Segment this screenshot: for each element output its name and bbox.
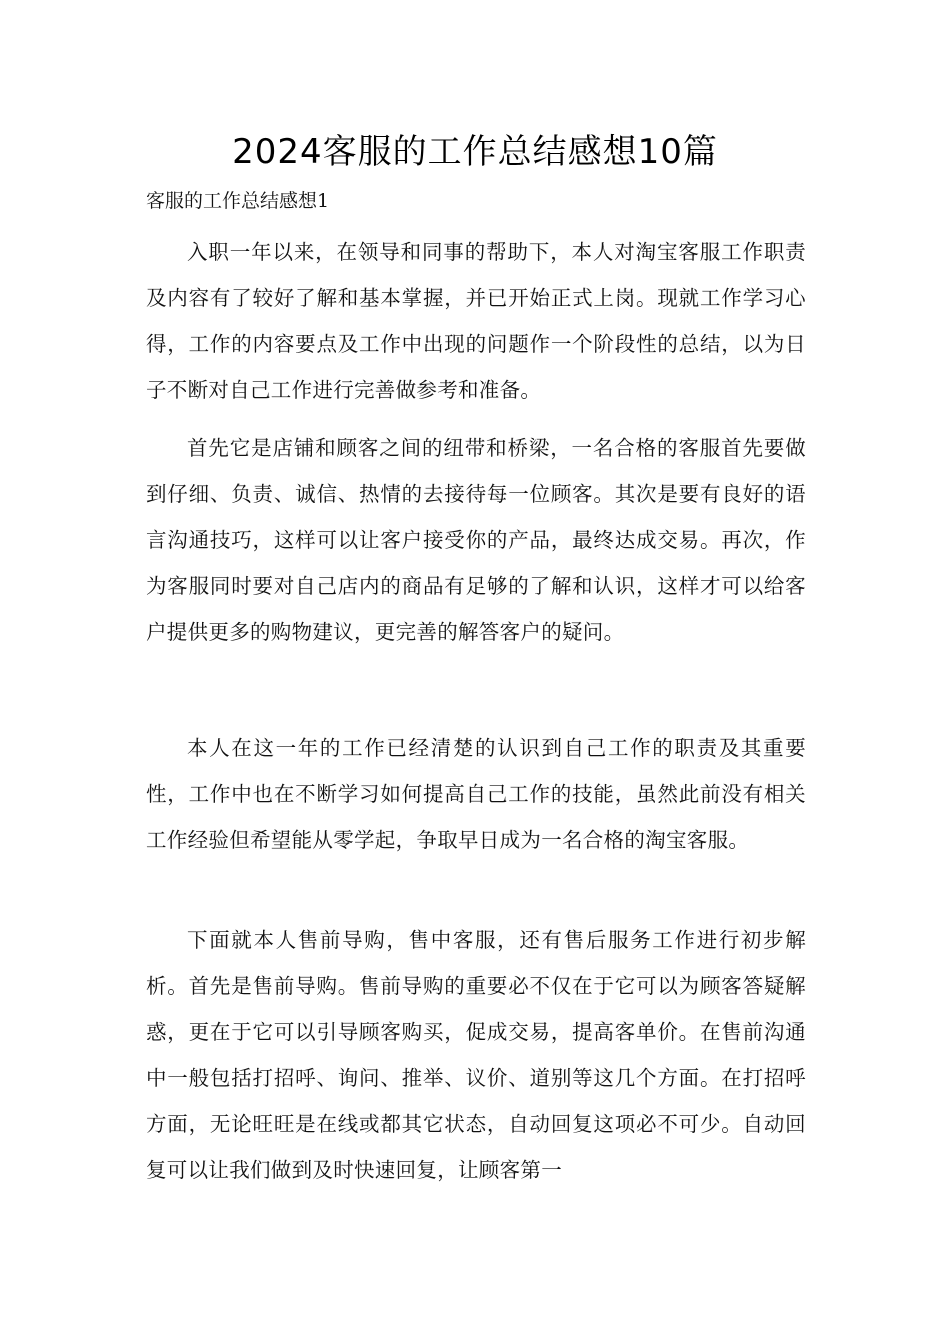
paragraph: 入职一年以来，在领导和同事的帮助下，本人对淘宝客服工作职责及内容有了较好了解和基本掌握，并已开始正式上岗。现就工作学习心得，工作的内容要点及工作中出现的问题作一个阶段性的总结，以为日子不断对自己工作进行完善做参考和准备。 (146, 240, 806, 402)
paragraph: 下面就本人售前导购，售中客服，还有售后服务工作进行初步解析。首先是售前导购。售前导购的重要必不仅在于它可以为顾客答疑解惑，更在于它可以引导顾客购买，促成交易，提高客单价。在售前沟通中一般包括打招呼、询问、推举、议价、道别等这几个方面。在打招呼方面，无论旺旺是在线或都其它状态，自动回复这项必不可少。自动回复可以让我们做到及时快速回复，让顾客第一 (146, 928, 806, 1182)
section-heading: 客服的工作总结感想1 (146, 190, 330, 212)
paragraph: 首先它是店铺和顾客之间的纽带和桥梁，一名合格的客服首先要做到仔细、负责、诚信、热情的去接待每一位顾客。其次是要有良好的语言沟通技巧，这样可以让客户接受你的产品，最终达成交易。再次，作为客服同时要对自己店内的商品有足够的了解和认识，这样才可以给客户提供更多的购物建议，更完善的解答客户的疑问。 (146, 436, 806, 644)
document-title: 2024客服的工作总结感想10篇 (232, 132, 718, 172)
paragraph: 本人在这一年的工作已经清楚的认识到自己工作的职责及其重要性，工作中也在不断学习如何提高自己工作的技能，虽然此前没有相关工作经验但希望能从零学起，争取早日成为一名合格的淘宝客服。 (146, 736, 806, 852)
